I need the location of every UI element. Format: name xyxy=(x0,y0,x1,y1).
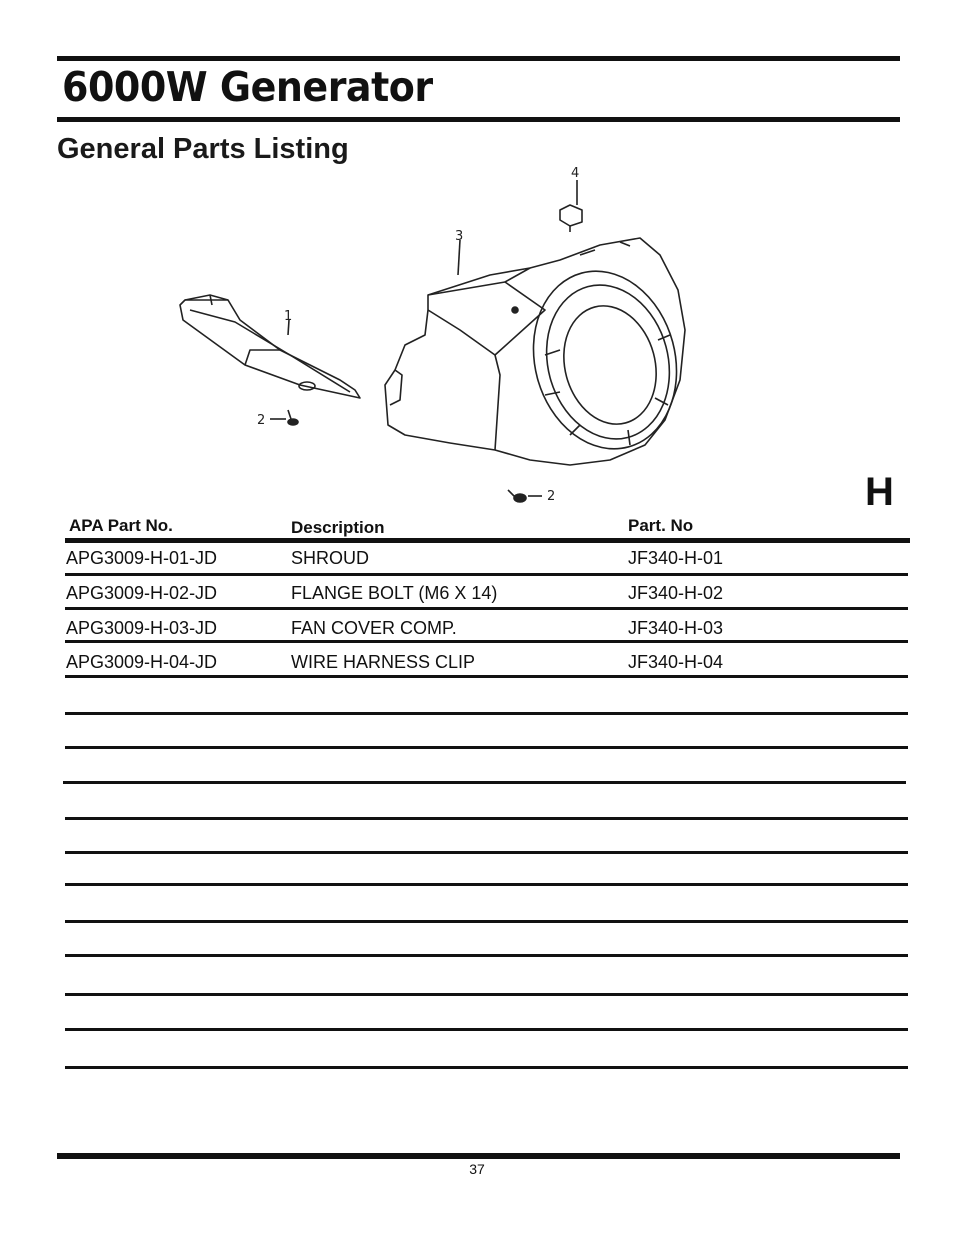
shroud-part-drawing xyxy=(180,295,360,398)
empty-row-divider xyxy=(65,954,908,957)
wire-harness-clip-drawing xyxy=(560,180,582,232)
exploded-parts-diagram xyxy=(150,160,710,515)
description: SHROUD xyxy=(291,548,370,568)
empty-row-divider xyxy=(65,993,908,996)
empty-row-divider xyxy=(65,1028,908,1031)
apa-part-no: APG3009-H-04-JD xyxy=(66,652,218,672)
section-subtitle: General Parts Listing xyxy=(57,133,349,165)
callout-3: 3 xyxy=(455,229,464,244)
column-header-apa-part-no: APA Part No. xyxy=(69,516,173,535)
empty-row-divider xyxy=(65,1066,908,1069)
callout-1: 1 xyxy=(284,309,293,324)
row-divider xyxy=(65,573,908,576)
column-header-part-no: Part. No xyxy=(628,516,694,535)
part-no: JF340-H-01 xyxy=(628,548,724,568)
apa-part-no: APG3009-H-02-JD xyxy=(66,583,218,603)
page-number: 37 xyxy=(469,1161,485,1177)
footer-rule xyxy=(57,1153,900,1159)
description: FAN COVER COMP. xyxy=(291,618,457,638)
empty-row-divider xyxy=(65,851,908,854)
table-header-rule xyxy=(65,538,910,543)
flange-bolt-bottom-drawing xyxy=(508,490,542,502)
row-divider xyxy=(65,675,908,678)
part-no: JF340-H-04 xyxy=(628,652,724,672)
page-title: 6000W Generator xyxy=(62,63,433,111)
description: WIRE HARNESS CLIP xyxy=(291,652,476,672)
apa-part-no: APG3009-H-03-JD xyxy=(66,618,218,638)
flange-bolt-left-drawing xyxy=(270,410,298,425)
description: FLANGE BOLT (M6 X 14) xyxy=(291,583,498,603)
fan-cover-drawing xyxy=(385,238,696,465)
title-top-rule xyxy=(57,56,900,61)
callout-4: 4 xyxy=(571,166,580,181)
empty-row-divider xyxy=(65,883,908,886)
column-header-description: Description xyxy=(291,518,385,537)
empty-row-divider xyxy=(65,712,908,715)
apa-part-no: APG3009-H-01-JD xyxy=(66,548,218,568)
row-divider xyxy=(65,640,908,643)
empty-row-divider xyxy=(65,817,908,820)
empty-row-divider xyxy=(63,781,906,784)
empty-row-divider xyxy=(65,920,908,923)
empty-row-divider xyxy=(65,746,908,749)
section-letter: H xyxy=(865,470,894,514)
part-no: JF340-H-02 xyxy=(628,583,724,603)
part-no: JF340-H-03 xyxy=(628,618,724,638)
callout-2-left: 2 xyxy=(257,413,266,428)
callout-2-bottom: 2 xyxy=(547,489,556,504)
row-divider xyxy=(65,607,908,610)
title-bottom-rule xyxy=(57,117,900,122)
